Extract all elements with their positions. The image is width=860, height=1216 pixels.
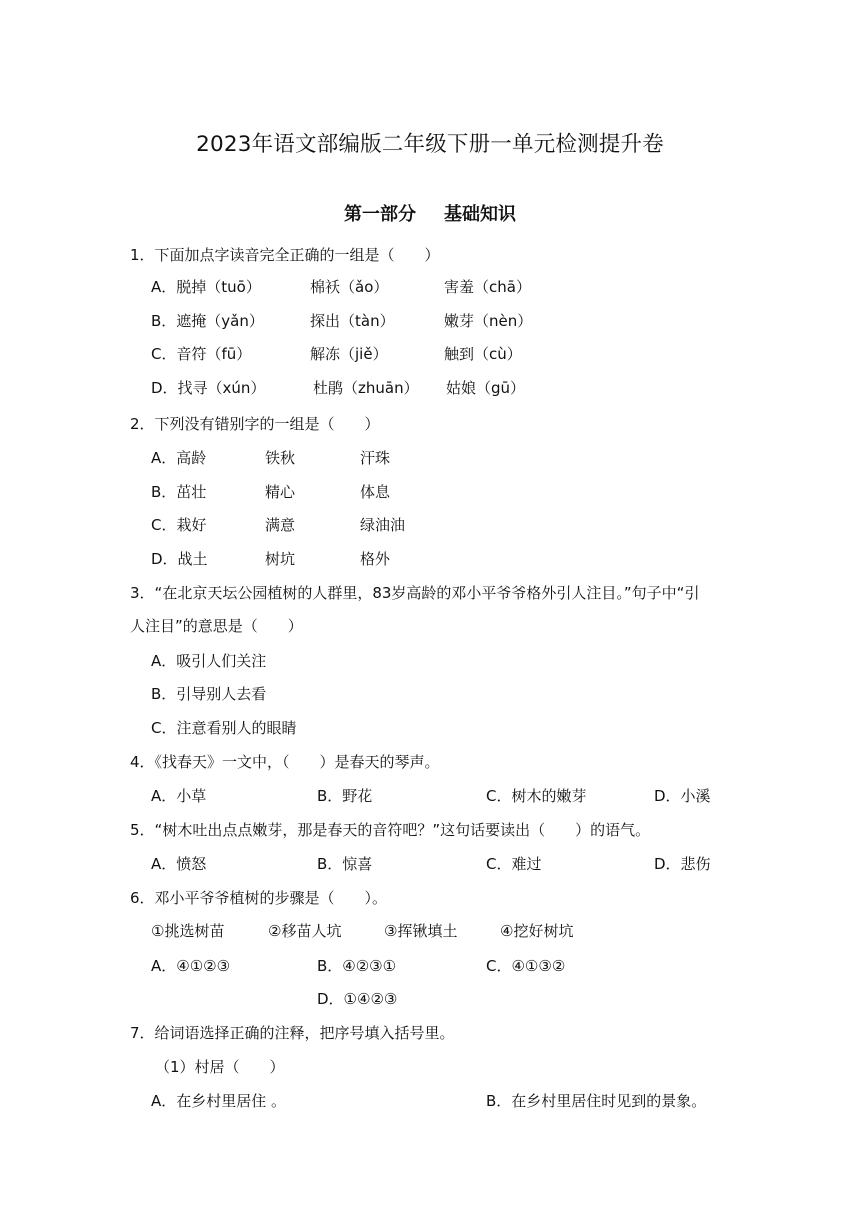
q4-option-d: D．小溪 <box>654 787 711 805</box>
section-heading <box>0 200 860 230</box>
q1-option-b2: 探出（tàn） <box>310 312 395 330</box>
q7-subquestion-1: （1）村居（ ） <box>155 1058 285 1076</box>
q2-option-a3: 汗珠 <box>360 449 391 467</box>
q2-option-d2: 树坑 <box>265 550 296 568</box>
q5-option-a: A．愤怒 <box>151 855 207 873</box>
q1-option-d3: 姑娘（gū） <box>446 379 526 397</box>
q1-option-b3: 嫩芽（nèn） <box>444 312 533 330</box>
q4-option-b: B．野花 <box>317 787 373 805</box>
q1-option-c3: 触到（cù） <box>444 345 522 363</box>
q5-option-c: C．难过 <box>486 855 542 873</box>
question-3-stem-line-1: 3．“在北京天坛公园植树的人群里，83岁高龄的邓小平爷爷格外引人注目。”句子中“引 <box>130 584 700 602</box>
q2-option-b3: 体息 <box>360 483 391 501</box>
section-part: 第一部分 <box>344 204 416 225</box>
question-5-stem: 5．“树木吐出点点嫩芽，那是春天的音符吧？”这句话要读出（ ）的语气。 <box>130 821 651 839</box>
q7-option-a: A．在乡村里居住 。 <box>151 1092 287 1110</box>
q6-option-c: C．④①③② <box>486 957 566 975</box>
q6-step-2: ②移苗人坑 <box>268 922 342 940</box>
question-6-stem: 6．邓小平爷爷植树的步骤是（ ）。 <box>130 889 388 907</box>
q1-option-a1: A．脱掉（tuō） <box>151 278 261 296</box>
q2-option-b2: 精心 <box>265 483 296 501</box>
q6-option-a: A．④①②③ <box>151 957 231 975</box>
q6-step-3: ③挥锹填土 <box>384 922 458 940</box>
q2-option-b1: B．茁壮 <box>151 483 207 501</box>
q1-option-c1: C．音符（fū） <box>151 345 252 363</box>
question-1-stem: 1．下面加点字读音完全正确的一组是（ ） <box>130 246 440 264</box>
q4-option-a: A．小草 <box>151 787 207 805</box>
q2-option-c2: 满意 <box>265 516 296 534</box>
question-3-stem-line-2: 人注目”的意思是（ ） <box>130 617 303 635</box>
q7-option-b: B．在乡村里居住时见到的景象。 <box>486 1092 707 1110</box>
q2-option-c1: C．栽好 <box>151 516 207 534</box>
q6-option-d: D．①④②③ <box>317 990 398 1008</box>
q6-option-b: B．④②③① <box>317 957 397 975</box>
q1-option-a2: 棉袄（ǎo） <box>310 278 389 296</box>
q5-option-d: D．悲伤 <box>654 855 711 873</box>
section-name: 基础知识 <box>444 204 516 225</box>
q2-option-a2: 铁秋 <box>265 449 296 467</box>
q6-step-4: ④挖好树坑 <box>500 922 574 940</box>
question-4-stem: 4．《找春天》一文中，（ ）是春天的琴声。 <box>130 753 440 771</box>
q1-option-d1: D．找寻（xún） <box>151 379 266 397</box>
q1-option-b1: B．遮掩（yǎn） <box>151 312 264 330</box>
q3-option-c: C．注意看别人的眼睛 <box>151 719 297 737</box>
question-2-stem: 2．下列没有错别字的一组是（ ） <box>130 415 380 433</box>
q1-option-d2: 杜鹃（zhuān） <box>313 379 419 397</box>
q4-option-c: C．树木的嫩芽 <box>486 787 587 805</box>
q6-step-1: ①挑选树苗 <box>151 922 225 940</box>
q1-option-c2: 解冻（jiě） <box>310 345 388 363</box>
q2-option-a1: A．高龄 <box>151 449 207 467</box>
q2-option-d1: D．战土 <box>151 550 208 568</box>
question-7-stem: 7．给词语选择正确的注释，把序号填入括号里。 <box>130 1024 455 1042</box>
q3-option-a: A．吸引人们关注 <box>151 652 267 670</box>
q2-option-c3: 绿油油 <box>360 516 406 534</box>
q1-option-a3: 害羞（chā） <box>444 278 531 296</box>
page-title: 2023年语文部编版二年级下册一单元检测提升卷 <box>196 132 664 157</box>
q3-option-b: B．引导别人去看 <box>151 685 267 703</box>
q2-option-d3: 格外 <box>360 550 391 568</box>
q5-option-b: B．惊喜 <box>317 855 373 873</box>
